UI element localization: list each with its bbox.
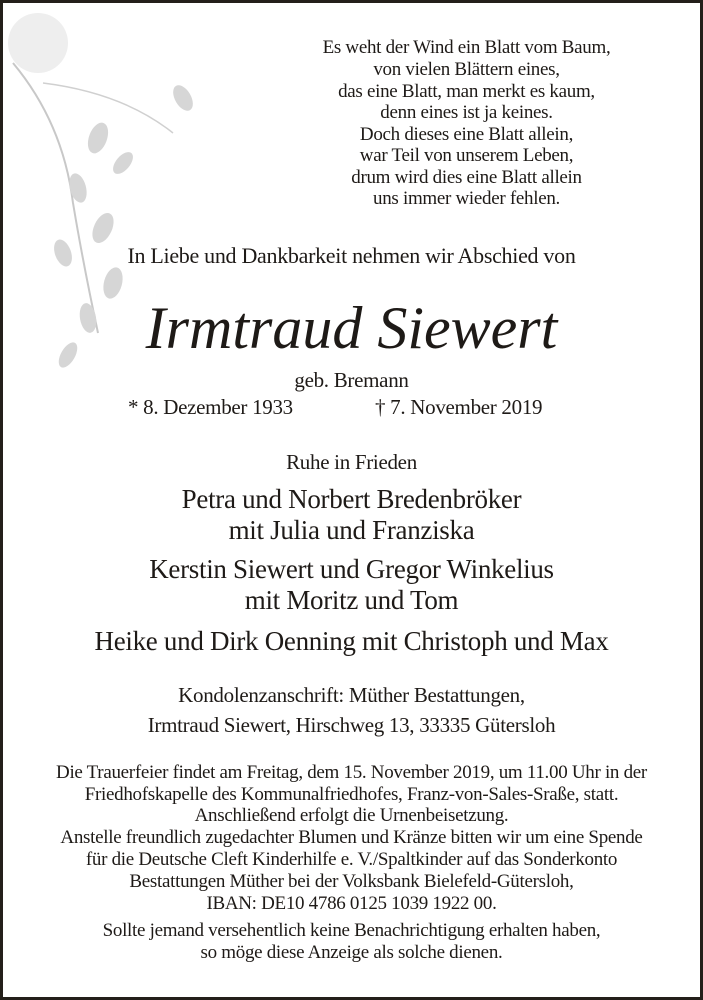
family-line: mit Julia und Franziska [228, 515, 475, 545]
details-line: Die Trauerfeier findet am Freitag, dem 15. November 2019, um 11.00 Uhr in der [56, 762, 647, 783]
family-line: Petra und Norbert Bredenbröker [181, 484, 522, 514]
poem-line: uns immer wieder fehlen. [373, 188, 560, 209]
death-date: † 7. November 2019 [375, 395, 543, 419]
family-line: Kerstin Siewert und Gregor Winkelius [149, 554, 554, 584]
family-line: Heike und Dirk Oenning mit Christoph und Max [94, 626, 609, 656]
poem-line: war Teil von unserem Leben, [359, 145, 574, 166]
deceased-name: Irmtraud Siewert [145, 295, 558, 361]
poem-line: von vielen Blättern eines, [373, 59, 560, 80]
iban-line: IBAN: DE10 4786 0125 1039 1922 00. [206, 893, 497, 914]
details-line: Anschließend erfolgt die Urnenbeisetzung. [194, 805, 509, 826]
rest-in-peace: Ruhe in Frieden [286, 450, 417, 474]
poem-line: das eine Blatt, man merkt es kaum, [338, 81, 595, 102]
details-line: Friedhofskapelle des Kommunalfriedhofes, Franz-von-Sales-Sraße, statt. [84, 784, 619, 805]
closing-line: Sollte jemand versehentlich keine Benachrichtigung erhalten haben, [102, 920, 601, 941]
maiden-name: geb. Bremann [294, 368, 409, 392]
birth-date: * 8. Dezember 1933 [128, 395, 293, 419]
closing-line: so möge diese Anzeige als solche dienen. [200, 942, 503, 963]
poem-line: Doch dieses eine Blatt allein, [359, 124, 574, 145]
poem-line: Es weht der Wind ein Blatt vom Baum, [322, 37, 611, 58]
details-line: Anstelle freundlich zugedachter Blumen und Kränze bitten wir um eine Spende [60, 827, 643, 848]
family-line: mit Moritz und Tom [244, 585, 459, 615]
details-line: Bestattungen Müther bei der Volksbank Bielefeld-Gütersloh, [129, 871, 574, 892]
intro-text: In Liebe und Dankbarkeit nehmen wir Abschied von [127, 243, 576, 268]
condolence-address: Kondolenzanschrift: Müther Bestattungen, [178, 683, 525, 707]
poem-line: denn eines ist ja keines. [380, 102, 553, 123]
poem-line: drum wird dies eine Blatt allein [351, 167, 582, 188]
condolence-address: Irmtraud Siewert, Hirschweg 13, 33335 Gütersloh [147, 713, 556, 737]
details-line: für die Deutsche Cleft Kinderhilfe e. V./Spaltkinder auf das Sonderkonto [85, 849, 618, 870]
